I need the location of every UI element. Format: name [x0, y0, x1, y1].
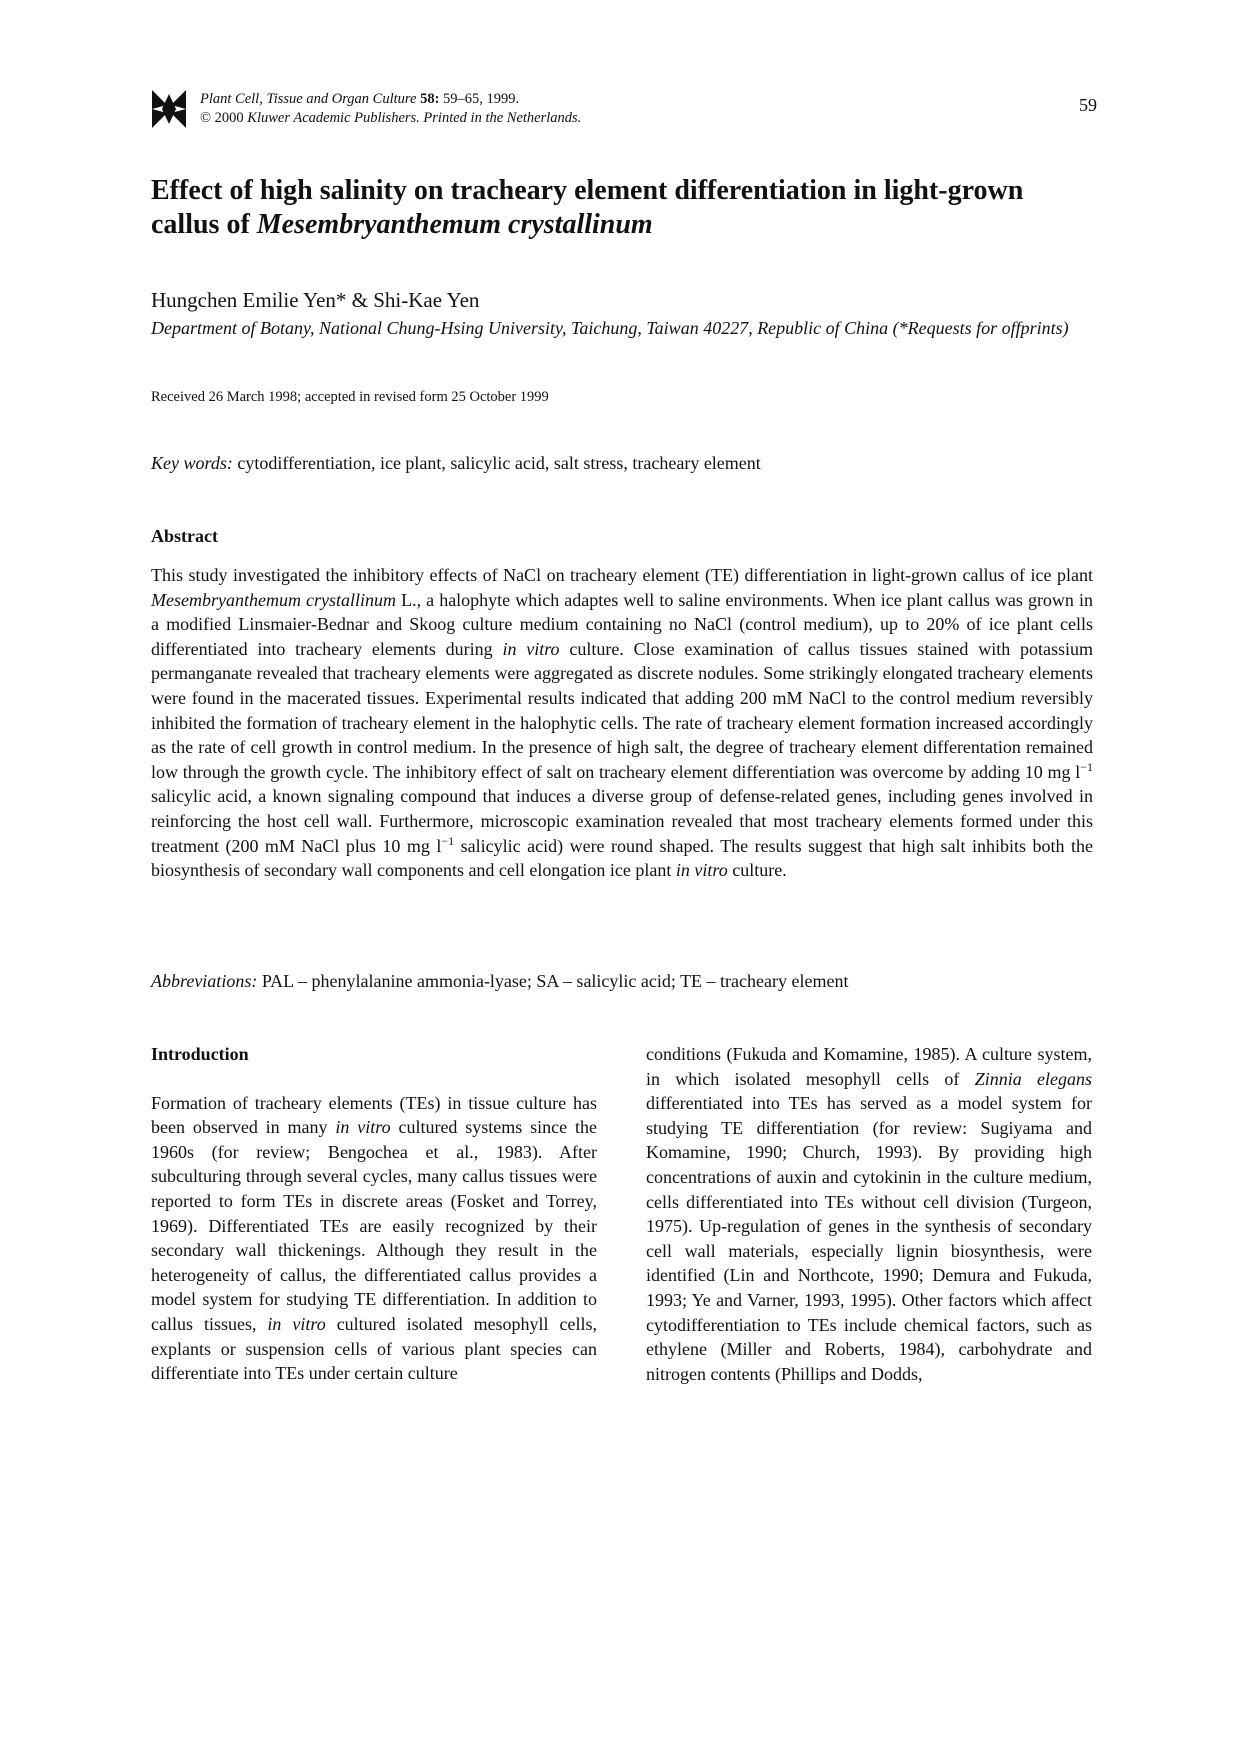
introduction-paragraph: [151, 1091, 597, 1386]
abbreviations-label: Abbreviations:: [151, 971, 258, 991]
publisher: Kluwer Academic Publishers.: [247, 110, 420, 126]
abstract-part-5: salicylic acid) were round shaped. The results suggest that high salt inhibits both the biosynthesis of secondary wall components and cell elongation ice plant: [151, 835, 1094, 881]
intro-right-part-a: conditions (Fukuda and Komamine, 1985). A culture system, in which isolated mesophyll cells of: [646, 1044, 1092, 1089]
intro-left-part-a: Formation of tracheary elements (TEs) in tissue culture has been observed in many: [151, 1092, 597, 1138]
intro-in-vitro-2: in vitro: [267, 1313, 326, 1334]
journal-volume: 58:: [420, 91, 440, 107]
abstract-in-vitro-1: in vitro: [502, 638, 560, 659]
received-dates: Received 26 March 1998; accepted in revised form 25 October 1999: [151, 389, 549, 405]
abstract-part-1: This study investigated the inhibitory effects of NaCl on tracheary element (TE) differentiation in light-grown callus of ice plant: [151, 565, 1093, 585]
introduction-right-column: [646, 1042, 1092, 1386]
intro-left-part-c: cultured isolated mesophyll cells, explants or suspension cells of various plant species can differentiate into TEs under certain culture: [151, 1313, 598, 1384]
abstract-in-vitro-2: in vitro: [675, 860, 728, 881]
abstract-part-4: salicylic acid, a known signaling compound that induces a diverse group of defense-related genes, including genes involved in reinforcing the host cell wall. Furthermore, microscopic examination revealed that most tracheary elements formed under this treatment (200 mM NaCl plus 10 mg l: [151, 786, 1093, 856]
title-species: Mesembryanthemum crystallinum: [256, 209, 653, 240]
paper-title: [151, 174, 1091, 242]
journal-line-2: [200, 109, 581, 128]
abbreviations-text: PAL – phenylalanine ammonia-lyase; SA – salicylic acid; TE – tracheary element: [261, 971, 849, 991]
introduction-left-column: [151, 1042, 597, 1386]
introduction-heading: Introduction: [151, 1044, 249, 1064]
keywords-label: Key words:: [151, 453, 233, 473]
intro-in-vitro-1: in vitro: [335, 1117, 391, 1138]
abstract-heading: Abstract: [151, 526, 218, 546]
journal-name: Plant Cell, Tissue and Organ Culture: [200, 91, 417, 107]
title-main: Effect of high salinity on tracheary element differentiation in light-grown callus of: [151, 175, 1024, 240]
abstract-superscript-1: −1: [1080, 759, 1093, 774]
copyright: © 2000: [200, 110, 244, 126]
journal-pages-year: 59–65, 1999.: [443, 91, 520, 107]
intro-right-part-b: differentiated into TEs has served as a model system for studying TE differentiation (for review: Sugiyama and Komamine, 1990; Church, 1993). By providing high concentrations of auxin and cytokinin in the culture medium, cells differentiated into TEs without cell division (Turgeon, 1975). Up-regulation of genes in the synthesis of secondary cell wall materials, especially lignin biosynthesis, were identified (Lin and Northcote, 1990; Demura and Fukuda, 1993; Ye and Varner, 1993, 1995). Other factors which affect cytodifferentiation to TEs include chemical factors, such as ethylene (Miller and Roberts, 1984), carbohydrate and nitrogen contents (Phillips and Dodds,: [646, 1093, 1092, 1384]
page-number: 59: [1079, 95, 1097, 115]
abstract-part-6: culture.: [732, 860, 787, 881]
keywords-text: cytodifferentiation, ice plant, salicylic acid, salt stress, tracheary element: [237, 453, 761, 473]
intro-zinnia: Zinnia elegans: [974, 1068, 1093, 1089]
intro-left-part-b: cultured systems since the 1960s (for review; Bengochea et al., 1983). After subculturing through several cycles, many callus tissues were reported to form TEs in discrete areas (Fosket and Torrey, 1969). Differentiated TEs are easily recognized by their secondary wall thickenings. Although they result in the heterogeneity of callus, the differentiated callus provides a model system for studying TE differentiation. In addition to callus tissues,: [151, 1117, 597, 1334]
publisher-logo: [150, 88, 188, 130]
introduction-continuation: [646, 1042, 1092, 1386]
journal-line-1: [200, 90, 581, 109]
keywords: [151, 453, 761, 474]
authors: Hungchen Emilie Yen* & Shi-Kae Yen: [151, 288, 480, 312]
abstract-part-2: L., a halophyte which adaptes well to saline environments. When ice plant callus was grown in a modified Linsmaier-Bednar and Skoog culture medium containing no NaCl (control medium), up to 20% of ice plant cells differentiated into tracheary elements during: [151, 589, 1093, 659]
abstract-superscript-2: −1: [441, 833, 455, 848]
abstract-species: Mesembryanthemum crystallinum: [151, 589, 397, 610]
abstract-part-3: culture. Close examination of callus tissues stained with potassium permanganate revealed that tracheary elements were aggregated as discrete nodules. Some strikingly elongated tracheary elements were found in the macerated tissues. Experimental results indicated that adding 200 mM NaCl to the control medium reversibly inhibited the formation of tracheary element in the halophytic cells. The rate of tracheary element formation increased accordingly as the rate of cell growth in control medium. In the presence of high salt, the degree of tracheary element differentation remained low through the growth cycle. The inhibitory effect of salt on tracheary element differentiation was overcome by adding 10 mg l: [151, 638, 1093, 782]
printed-location: Printed in the Netherlands.: [423, 110, 582, 126]
abstract-text: [151, 563, 1093, 883]
abbreviations: [151, 971, 848, 992]
affiliation: Department of Botany, National Chung-Hsing University, Taichung, Taiwan 40227, Republic of China (*Requests for offprints): [151, 318, 1069, 338]
journal-citation: [200, 90, 581, 128]
